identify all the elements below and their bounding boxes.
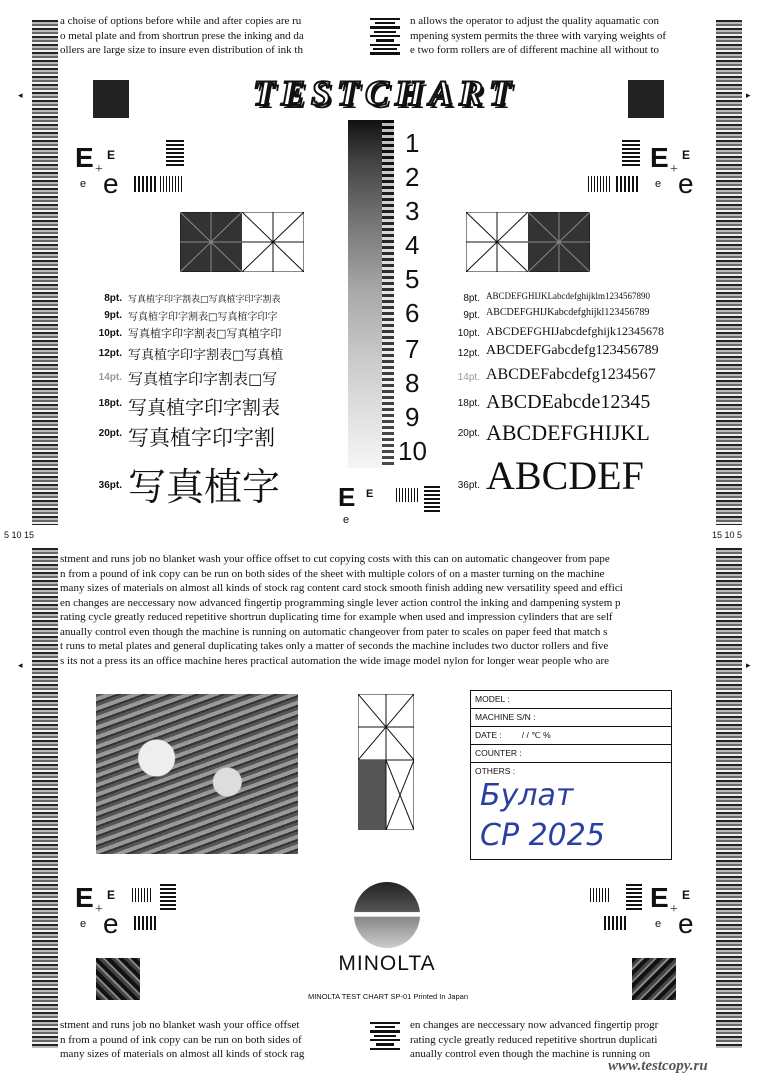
text-line: n from a pound of ink copy can be run on both sides of bbox=[60, 1033, 302, 1046]
jp-sample-12pt: 写真植字印字割表□写真植 bbox=[128, 348, 284, 363]
text-line: mpening system permits the three with varying weights of bbox=[410, 29, 667, 42]
en-sample-14pt: ABCDEFabcdefg1234567 bbox=[486, 366, 656, 383]
right-gray-strip-bottom bbox=[716, 548, 742, 1048]
header-text-right bbox=[410, 14, 715, 58]
small-e: E bbox=[682, 148, 691, 162]
big-e: E bbox=[338, 482, 356, 512]
big-e: E bbox=[650, 142, 669, 173]
small-e-lower: e bbox=[655, 178, 662, 190]
ruler-right: 15 10 5 bbox=[712, 530, 743, 540]
form-date-marks: / / ℃ % bbox=[521, 730, 551, 740]
vbars-bottom-right bbox=[590, 888, 609, 902]
form-counter[interactable]: COUNTER : bbox=[471, 745, 671, 763]
text-line: n from a pound of ink copy can be run on both sides of the sheet with multiple colors of on a master turning on the machine bbox=[60, 567, 605, 580]
black-square-right bbox=[628, 80, 664, 118]
halftone-photo bbox=[96, 694, 298, 854]
crosshair-icon: + bbox=[670, 902, 678, 917]
thumbnail-right bbox=[632, 958, 676, 1000]
star-pattern-left bbox=[180, 212, 304, 272]
en-size-label: 10pt. bbox=[457, 328, 480, 339]
jp-size-label: 20pt. bbox=[98, 428, 122, 439]
en-size-label: 14pt. bbox=[457, 372, 480, 383]
middle-text-block bbox=[60, 552, 715, 668]
text-line: ollers are large size to insure even distribution of ink th bbox=[60, 44, 303, 56]
ruler-left: 5 10 15 bbox=[4, 530, 35, 540]
text-line: many sizes of materials on almost all kinds of stock rag content card stock smooth finish adding new versatility speed and effici bbox=[60, 582, 623, 594]
left-arrow-marker-2: ◂ bbox=[18, 660, 23, 670]
en-size-label: 9pt. bbox=[463, 310, 480, 321]
small-e: E bbox=[107, 148, 116, 162]
watermark: www.testcopy.ru bbox=[608, 1058, 708, 1074]
text-line: stment and runs job no blanket wash your office offset bbox=[60, 1019, 300, 1031]
text-line: en changes are neccessary now advanced fingertip programming single lever action control the inking and dampening system p bbox=[60, 596, 621, 609]
form-others[interactable]: OTHERS : bbox=[475, 766, 516, 776]
small-e-lower: e bbox=[80, 918, 87, 930]
vbars-top-left bbox=[134, 176, 156, 192]
text-line: t runs to metal plates and general duplicating takes only a matter of seconds the machine includes two ductor rollers and five bbox=[60, 640, 609, 652]
en-sample-36pt: ABCDEF bbox=[486, 453, 644, 498]
jp-sample-10pt: 写真植字印字割表□写真植字印 bbox=[128, 327, 282, 340]
vbars-bottom-right-2 bbox=[604, 916, 626, 930]
left-gray-strip-top bbox=[32, 20, 58, 525]
crosshair-icon: + bbox=[95, 162, 103, 177]
number-3: 3 bbox=[405, 196, 420, 226]
form-machine-sn[interactable]: MACHINE S/N : bbox=[471, 709, 671, 727]
vbars-center bbox=[396, 488, 418, 502]
number-2: 2 bbox=[405, 162, 420, 192]
form-date[interactable] bbox=[471, 727, 671, 745]
hbars-top-left bbox=[166, 140, 184, 168]
form-date-label: DATE : bbox=[475, 730, 502, 740]
star-pattern-center bbox=[358, 694, 414, 830]
jp-sample-36pt: 写真植字 bbox=[128, 465, 281, 509]
small-e-lower: e bbox=[655, 918, 662, 930]
en-sample-20pt: ABCDEFGHIJKL bbox=[486, 420, 650, 445]
en-size-label: 20pt. bbox=[457, 428, 480, 439]
text-line: rating cycle greatly reduced repetitive shortrun duplicating time for example when used and impression cylinders that are self bbox=[60, 611, 613, 623]
vbars-top-right-2 bbox=[616, 176, 638, 192]
header-text-left bbox=[60, 14, 365, 58]
header-barcode-center bbox=[370, 18, 400, 57]
minolta-logo-icon bbox=[354, 882, 420, 948]
jp-sample-8pt: 写真植字印字割表□写真植字印字割表 bbox=[128, 295, 281, 305]
vbars-top-left-2 bbox=[160, 176, 182, 192]
big-e: E bbox=[75, 882, 94, 913]
number-4: 4 bbox=[405, 230, 420, 260]
number-8: 8 bbox=[405, 368, 420, 398]
en-size-label: 8pt. bbox=[463, 293, 480, 304]
big-e-lower: e bbox=[103, 908, 119, 939]
number-1: 1 bbox=[405, 128, 420, 158]
big-e: E bbox=[650, 882, 669, 913]
en-sample-10pt: ABCDEFGHIJabcdefghijk12345678 bbox=[486, 324, 664, 338]
text-line: en changes are neccessary now advanced fingertip progr bbox=[410, 1019, 659, 1031]
text-line: s its not a press its an office machine heres practical automation the wide image model nylon for longer wear people who are bbox=[60, 654, 610, 667]
jp-size-label: 10pt. bbox=[98, 328, 122, 339]
star-pattern-right bbox=[466, 212, 590, 272]
text-line: stment and runs job no blanket wash your office offset to cut copying costs with this can on automatic changeover from pape bbox=[60, 553, 610, 565]
big-e-lower: e bbox=[103, 168, 119, 199]
vbars-top-right bbox=[588, 176, 610, 192]
en-sample-12pt: ABCDEFGabcdefg123456789 bbox=[486, 343, 659, 358]
number-5: 5 bbox=[405, 264, 420, 294]
bottom-text-left bbox=[60, 1018, 365, 1062]
crosshair-icon: + bbox=[670, 162, 678, 177]
text-line: n allows the operator to adjust the quality aquamatic con bbox=[410, 15, 659, 27]
jp-sample-18pt: 写真植字印字割表 bbox=[128, 397, 281, 419]
small-e: E bbox=[366, 488, 374, 500]
small-e: E bbox=[682, 888, 691, 902]
right-arrow-marker-2: ▸ bbox=[746, 660, 751, 670]
hbars-bottom-right bbox=[626, 884, 642, 912]
big-e: E bbox=[75, 142, 94, 173]
jp-size-label: 18pt. bbox=[98, 398, 122, 409]
vbars-bottom-left-2 bbox=[134, 916, 156, 930]
jp-sample-14pt: 写真植字印字割表□写 bbox=[128, 370, 278, 388]
number-7: 7 bbox=[405, 334, 420, 364]
hbars-top-right bbox=[622, 140, 640, 168]
text-line: anually control even though the machine is running on bbox=[410, 1048, 651, 1060]
text-line: a choise of options before while and after copies are ru bbox=[60, 15, 302, 27]
handwriting-line-2: СР 2025 bbox=[480, 818, 605, 853]
jp-size-label: 8pt. bbox=[104, 293, 122, 304]
testchart-title: TESTCHART bbox=[252, 73, 518, 113]
left-gray-strip-bottom bbox=[32, 548, 58, 1048]
brand-name: MINOLTA bbox=[338, 952, 436, 975]
jp-size-label: 14pt. bbox=[98, 372, 122, 383]
number-6: 6 bbox=[405, 298, 420, 328]
jp-size-label: 9pt. bbox=[104, 310, 122, 321]
text-line: rating cycle greatly reduced repetitive shortrun duplicati bbox=[410, 1033, 658, 1046]
en-size-label: 36pt. bbox=[457, 480, 480, 491]
hbars-center bbox=[424, 486, 440, 514]
small-e-lower: e bbox=[343, 514, 350, 526]
small-e-lower: e bbox=[80, 178, 87, 190]
hbars-bottom-left bbox=[160, 884, 176, 912]
small-e: E bbox=[107, 888, 116, 902]
text-line: anually control even though the machine is running on automatic changeover from pater to scales on paper feed that match s bbox=[60, 625, 608, 638]
form-model[interactable]: MODEL : bbox=[471, 691, 671, 709]
bottom-barcode-center bbox=[370, 1022, 400, 1052]
black-square-left bbox=[93, 80, 129, 118]
big-e-lower: e bbox=[678, 168, 694, 199]
text-line: e two form rollers are of different machine all without to bbox=[410, 44, 660, 56]
vbars-bottom-left bbox=[132, 888, 151, 902]
en-sample-18pt: ABCDEabcde12345 bbox=[486, 391, 651, 413]
number-9: 9 bbox=[405, 402, 420, 432]
big-e-lower: e bbox=[678, 908, 694, 939]
crosshair-icon: + bbox=[95, 902, 103, 917]
handwriting-line-1: Булат bbox=[480, 778, 574, 813]
bottom-text-right bbox=[410, 1018, 715, 1062]
jp-sample-20pt: 写真植字印字割 bbox=[128, 426, 275, 450]
text-line: o metal plate and from shortrun prese the inking and da bbox=[60, 29, 304, 42]
en-size-label: 12pt. bbox=[457, 348, 480, 359]
right-gray-strip-top bbox=[716, 20, 742, 525]
jp-size-label: 36pt. bbox=[98, 480, 122, 491]
en-sample-8pt: ABCDEFGHIJKLabcdefghijklm1234567890 bbox=[486, 291, 650, 301]
number-10: 10 bbox=[398, 436, 427, 466]
thumbnail-left bbox=[96, 958, 140, 1000]
en-sample-9pt: ABCDEFGHIJKabcdefghijkl123456789 bbox=[486, 307, 650, 318]
jp-size-label: 12pt. bbox=[98, 348, 122, 359]
jp-sample-9pt: 写真植字印字割表□写真植字印字 bbox=[128, 312, 278, 323]
left-arrow-marker: ◂ bbox=[18, 90, 23, 100]
en-size-label: 18pt. bbox=[457, 398, 480, 409]
right-arrow-marker: ▸ bbox=[746, 90, 751, 100]
text-line: many sizes of materials on almost all kinds of stock rag bbox=[60, 1048, 305, 1060]
center-grayscale-column-stripe bbox=[382, 120, 394, 468]
footer-caption: MINOLTA TEST CHART SP-01 Printed In Japan bbox=[307, 992, 469, 1001]
